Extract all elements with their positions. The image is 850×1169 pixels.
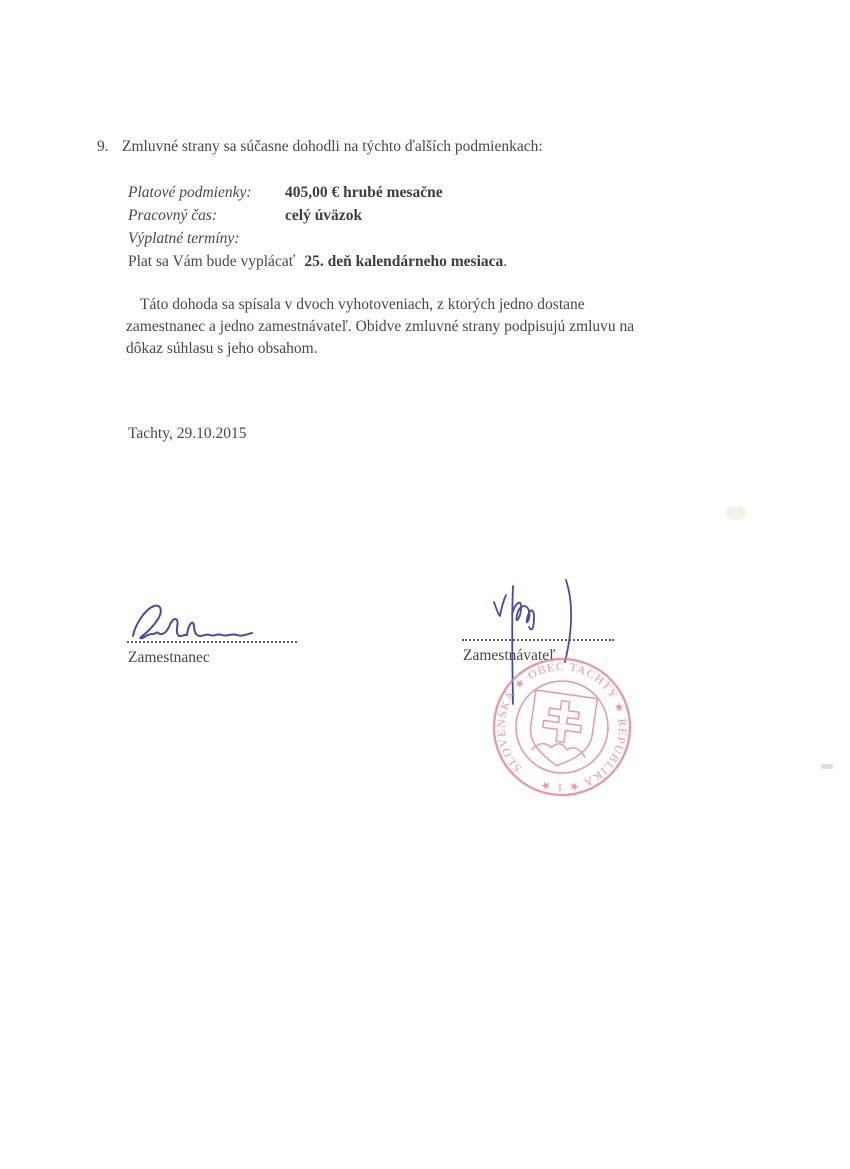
clause-line [97,138,543,156]
paragraph-line: zamestnanec a jedno zamestnávateľ. Obidve zmluvné strany podpisujú zmluvu na [126,318,635,335]
scan-edge-mark [821,764,833,769]
paragraph-line: Táto dohoda sa spísala v dvoch vyhotoveniach, z ktorých jedno dostane [140,296,585,313]
clause-number: 9. [97,138,109,155]
scan-smudge [726,505,746,520]
employee-signature-label: Zamestnanec [128,649,210,666]
term-value: celý úväzok [285,207,363,224]
paragraph-line: dôkaz súhlasu s jeho obsahom. [126,340,318,357]
closing-paragraph [126,294,634,360]
place-date-line: Tachty, 29.10.2015 [128,425,247,442]
term-row-payout-dates [128,227,507,250]
term-label: Pracovný čas: [128,207,218,224]
term-row-pay [128,181,507,204]
term-label: Platové podmienky: [128,184,252,201]
term-value: 405,00 € hrubé mesačne [285,184,443,201]
slovak-coat-of-arms-icon [526,690,597,770]
term-row-hours [128,204,507,227]
payout-line [128,250,507,273]
stamp-ring-text: SLOVENSKÁ ★ OBEC TACHTY ★ REPUBLIKA ★ 1 ★ [495,661,629,794]
payout-value: 25. deň kalendárneho mesiaca [304,253,504,270]
clause-text: Zmluvné strany sa súčasne dohodli na týchto ďalších podmienkach: [122,138,543,155]
employer-signature-label: Zamestnávateľ [463,647,556,664]
terms-block [128,181,507,273]
employee-signature-line [127,631,297,643]
payout-suffix: . [503,253,508,270]
official-stamp [466,631,658,823]
term-label: Výplatné termíny: [128,230,240,247]
stamp-seal-icon [466,631,658,823]
stamp-outer-ring [485,650,639,804]
payout-prefix: Plat sa Vám bude vyplácať [128,253,296,270]
